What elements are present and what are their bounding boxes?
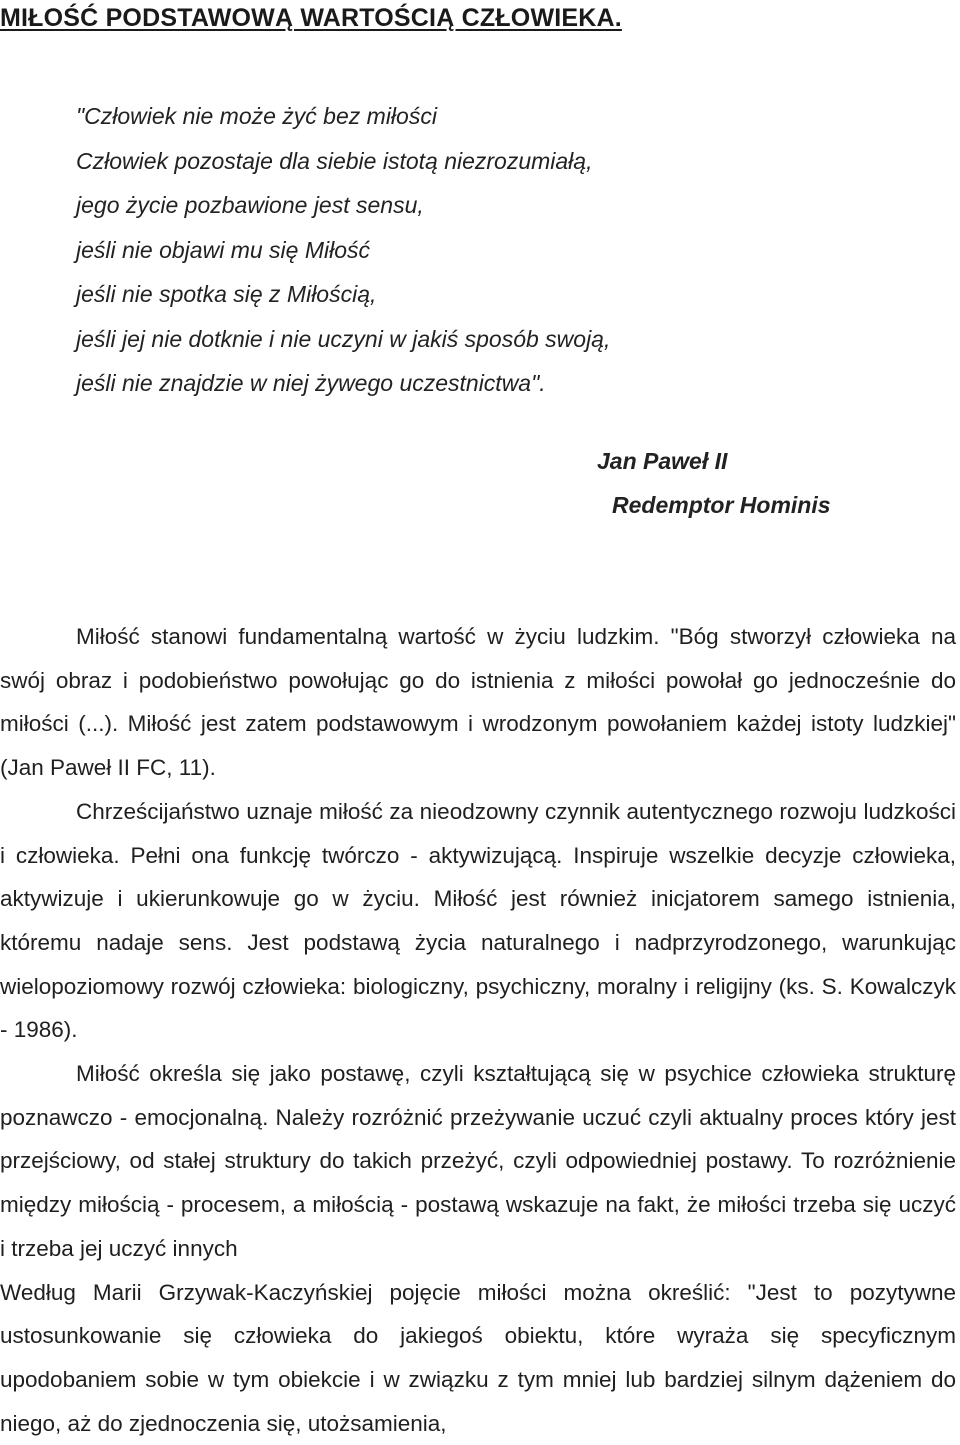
quote-line: jeśli nie objawi mu się Miłość xyxy=(76,236,370,263)
paragraph: Miłość określa się jako postawę, czyli kształtującą się w psychice człowieka strukturę poznawczo - emocjonalną. Należy rozróżnić przeżywanie uczuć czyli aktualny proces który jest przejściowy, od stałej struktury do takich przeżyć, czyli odpowiedniej postawy. To rozróżnienie między miłością - procesem, a miłością - postawą wskazuje na fakt, że miłości trzeba się uczyć i trzeba jej uczyć innych xyxy=(0,1061,956,1261)
body-text xyxy=(0,615,956,1445)
quote-block xyxy=(76,94,610,406)
quote-line: jego życie pozbawione jest sensu, xyxy=(76,192,424,218)
paragraph: Chrześcijaństwo uznaje miłość za nieodzowny czynnik autentycznego rozwoju ludzkości i człowieka. Pełni ona funkcję twórczo - aktywizującą. Inspiruje wszelkie decyzje człowieka, aktywizuje i ukierunkowuje go w życiu. Miłość jest również inicjatorem samego istnienia, któremu nadaje sens. Jest podstawą życia naturalnego i nadprzyrodzonego, warunkując wielopoziomowy rozwój człowieka: biologiczny, psychiczny, moralny i religijny (ks. S. Kowalczyk - 1986). xyxy=(0,798,956,1043)
page-title: MIŁOŚĆ PODSTAWOWĄ WARTOŚCIĄ CZŁOWIEKA. xyxy=(0,4,622,32)
quote-line: jeśli jej nie dotknie i nie uczyni w jakiś sposób swoją, xyxy=(76,325,611,352)
paragraph: Według Marii Grzywak-Kaczyńskiej pojęcie miłości można określić: "Jest to pozytywne ustosunkowanie się człowieka do jakiegoś obiektu, które wyraża się specyficznym upodobaniem sobie w tym obiekcie i w związku z tym mniej lub bardziej silnym dążeniem do niego, aż do zjednoczenia się, utożsamienia, xyxy=(0,1279,956,1436)
quote-author: Jan Paweł II xyxy=(597,448,728,474)
quote-line: jeśli nie spotka się z Miłością, xyxy=(76,281,377,307)
quote-line: Człowiek pozostaje dla siebie istotą niezrozumiałą, xyxy=(76,147,593,174)
quote-line: jeśli nie znajdzie w niej żywego uczestnictwa". xyxy=(76,370,546,396)
quote-line: "Człowiek nie może żyć bez miłości xyxy=(76,103,437,129)
paragraph: Miłość stanowi fundamentalną wartość w życiu ludzkim. "Bóg stworzył człowieka na swój obraz i podobieństwo powołując go do istnienia z miłości powołał go jednocześnie do miłości (...). Miłość jest zatem podstawowym i wrodzonym powołaniem każdej istoty ludzkiej" (Jan Paweł II FC, 11). xyxy=(0,624,956,781)
quote-source: Redemptor Hominis xyxy=(612,492,831,518)
